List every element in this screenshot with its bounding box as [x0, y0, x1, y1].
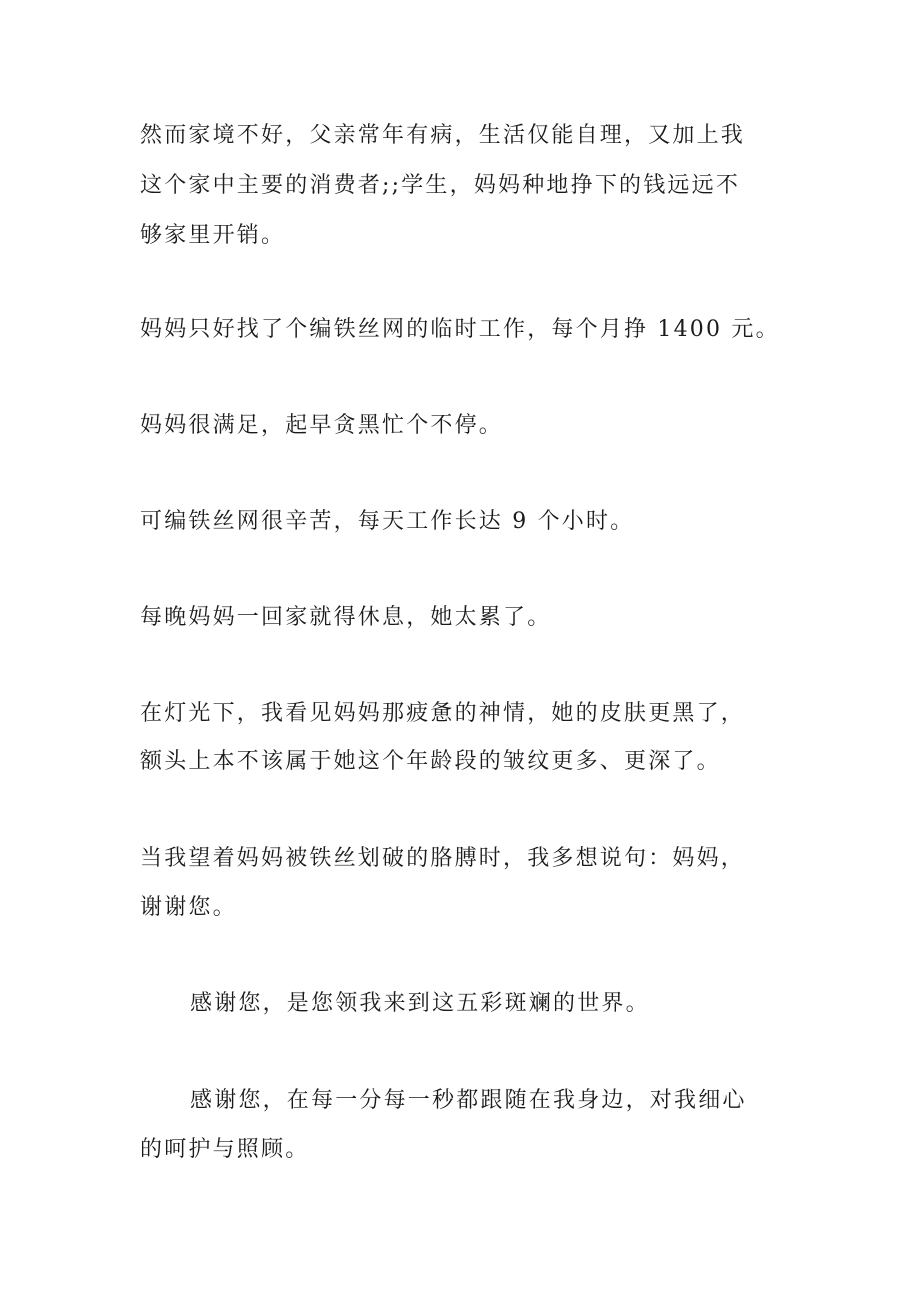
- text-line: 感谢您，是您领我来到这五彩斑斓的世界。: [190, 991, 650, 1016]
- text-line: 在灯光下，我看见妈妈那疲惫的神情，她的皮肤更黑了，: [140, 701, 746, 726]
- text-line: 每晚妈妈一回家就得休息，她太累了。: [140, 605, 552, 630]
- text-line: 当我望着妈妈被铁丝划破的胳膊时，我多想说句：妈妈，: [140, 846, 746, 871]
- text-line: 谢谢您。: [140, 895, 237, 920]
- text-line: 够家里开销。: [140, 223, 286, 248]
- text-line: 额头上本不该属于她这个年龄段的皱纹更多、更深了。: [140, 749, 721, 774]
- text-line: 妈妈只好找了个编铁丝网的临时工作，每个月挣 1400 元。: [140, 317, 780, 342]
- text-line: 然而家境不好，父亲常年有病，生活仅能自理，又加上我: [140, 123, 746, 148]
- text-line: 可编铁丝网很辛苦，每天工作长达 9 个小时。: [140, 509, 635, 534]
- text-line: 感谢您，在每一分每一秒都跟随在我身边，对我细心: [190, 1088, 747, 1113]
- text-line: 妈妈很满足，起早贪黑忙个不停。: [140, 413, 504, 438]
- text-line: 的呵护与照顾。: [140, 1137, 310, 1162]
- text-line: 这个家中主要的消费者;;学生，妈妈种地挣下的钱远远不: [140, 173, 741, 198]
